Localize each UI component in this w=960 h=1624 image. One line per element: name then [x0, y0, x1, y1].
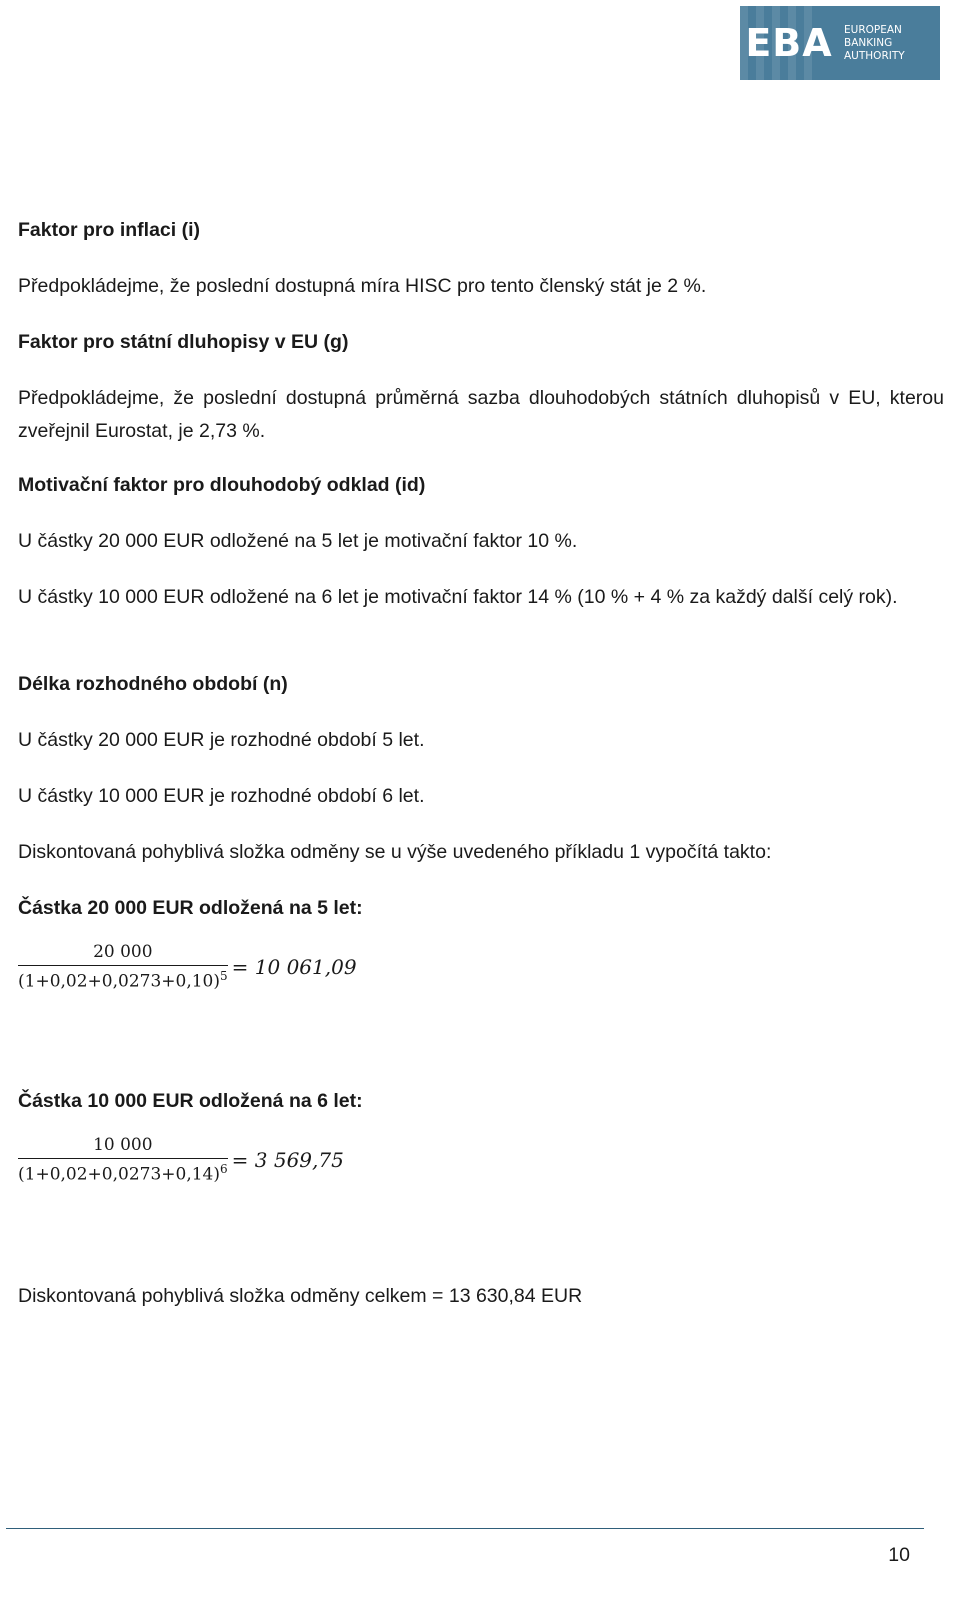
inflation-text: Předpokládejme, že poslední dostupná míra HISC pro tento členský stát je 2 %.: [18, 275, 707, 297]
logo-line-3: AUTHORITY: [844, 49, 905, 62]
calc2-denominator: (1+0,02+0,0273+0,14): [18, 1164, 220, 1185]
incentive-text-1: U částky 20 000 EUR odložené na 5 let je motivační faktor 10 %.: [18, 530, 578, 552]
calc2-heading: Částka 10 000 EUR odložená na 6 let:: [18, 1090, 363, 1112]
logo-line-1: EUROPEAN: [844, 23, 902, 36]
calc2-formula: [18, 1135, 344, 1185]
calc2-result: = 3 569,75: [231, 1147, 344, 1172]
discount-intro: Diskontovaná pohyblivá složka odměny se u výše uvedeného příkladu 1 vypočítá takto:: [18, 841, 772, 863]
calc1-result: = 10 061,09: [231, 954, 357, 979]
calc1-formula: [18, 942, 357, 992]
incentive-heading: Motivační faktor pro dlouhodobý odklad (id): [18, 474, 426, 496]
calc1-fraction: [18, 942, 228, 992]
logo-mark: [740, 6, 838, 80]
total-text: Diskontovaná pohyblivá složka odměny celkem = 13 630,84 EUR: [18, 1285, 583, 1307]
logo-line-2: BANKING: [844, 36, 893, 49]
calc2-denominator-wrap: [18, 1158, 228, 1185]
period-text-2: U částky 10 000 EUR je rozhodné období 6 let.: [18, 785, 425, 807]
calc1-denominator: (1+0,02+0,0273+0,10): [18, 971, 220, 992]
period-heading: Délka rozhodného období (n): [18, 673, 288, 695]
inflation-heading: Faktor pro inflaci (i): [18, 219, 201, 241]
logo-organization-name: [838, 24, 905, 63]
footer-divider: [6, 1528, 924, 1529]
calc1-denominator-wrap: [18, 965, 228, 992]
bonds-heading: Faktor pro státní dluhopisy v EU (g): [18, 331, 349, 353]
calc2-fraction: [18, 1135, 228, 1185]
bonds-text: Předpokládejme, že poslední dostupná průměrná sazba dlouhodobých státních dluhopisů v EU, kterou zveřejnil Eurostat, je 2,73 %.: [18, 387, 944, 442]
calc2-exponent: 6: [220, 1162, 228, 1176]
calc2-numerator: 10 000: [93, 1135, 153, 1155]
eba-logo: [740, 6, 940, 80]
logo-abbreviation: EBA: [745, 21, 833, 65]
incentive-text-2: U částky 10 000 EUR odložené na 6 let je motivační faktor 14 % (10 % + 4 % za každý další celý rok).: [18, 586, 898, 608]
calc1-exponent: 5: [220, 969, 228, 983]
page-number: 10: [888, 1544, 910, 1566]
period-text-1: U částky 20 000 EUR je rozhodné období 5 let.: [18, 729, 425, 751]
calc1-numerator: 20 000: [93, 942, 153, 962]
calc1-heading: Částka 20 000 EUR odložená na 5 let:: [18, 897, 363, 919]
